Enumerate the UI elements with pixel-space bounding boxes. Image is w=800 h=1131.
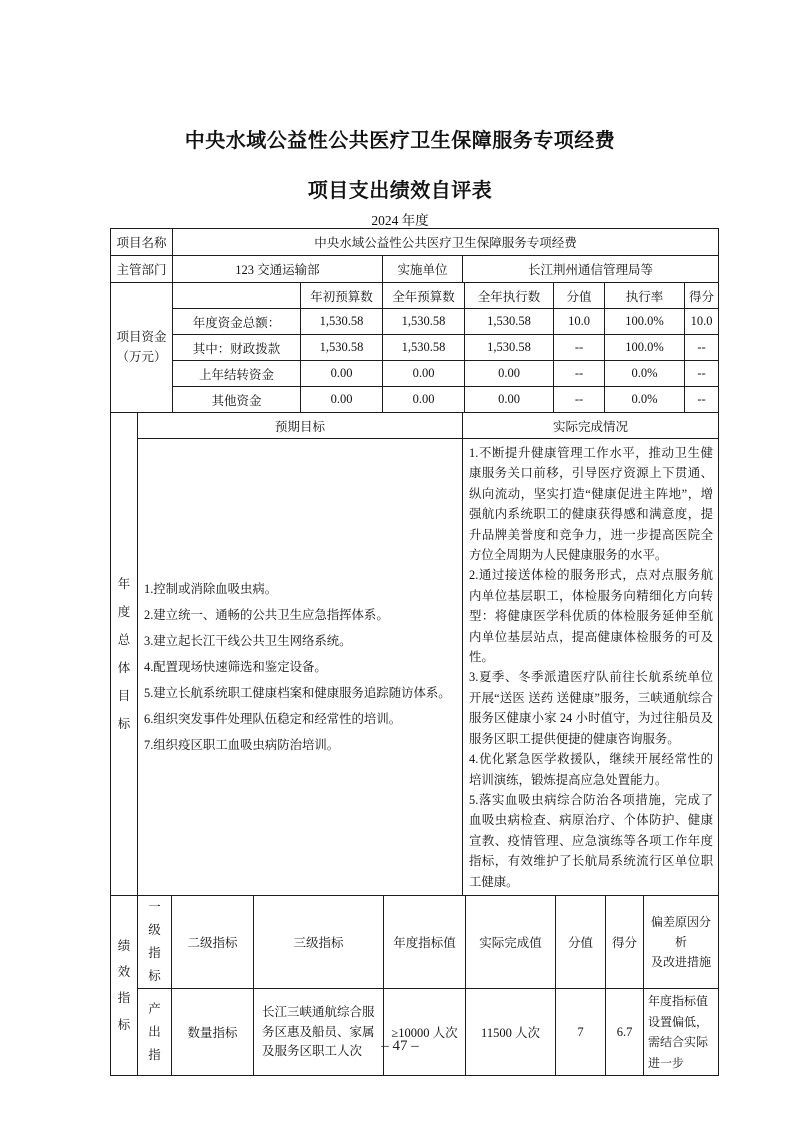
performance-section-label-text: 绩效指标	[117, 938, 131, 1032]
funding-section-label	[111, 283, 173, 413]
goals-body-row	[111, 439, 719, 896]
funding-section-label-line2: （万元）	[116, 349, 167, 364]
document-subtitle: 2024 年度	[371, 213, 429, 228]
funding-cell: 1,530.58	[465, 335, 554, 361]
funding-cell: 100.0%	[605, 309, 685, 335]
funding-row-label: 年度资金总额：	[173, 309, 301, 335]
funding-header-annual-budget: 全年预算数	[383, 283, 465, 309]
performance-header-score-weight: 分值	[556, 895, 606, 989]
funding-cell: 1,530.58	[301, 309, 383, 335]
expected-goal-item: 1.控制或消除血吸虫病。	[144, 581, 278, 596]
expected-goal-item: 2.建立统一、通畅的公共卫生应急指挥体系。	[144, 607, 389, 622]
funding-cell: 0.00	[383, 361, 465, 387]
document-title-line1: 中央水域公益性公共医疗卫生保障服务专项经费	[184, 130, 616, 152]
funding-cell: --	[554, 387, 605, 413]
funding-cell: --	[685, 361, 719, 387]
funding-row-fiscal	[111, 335, 719, 361]
funding-cell: 1,530.58	[383, 309, 465, 335]
performance-header-deviation-line1: 偏差原因分析	[650, 914, 711, 949]
indicator-score-cell: 6.7	[606, 989, 644, 1076]
funding-cell: 0.00	[465, 361, 554, 387]
performance-data-row	[111, 989, 719, 1076]
funding-cell: 10.0	[685, 309, 719, 335]
expected-goal-item: 4.配置现场快速筛选和鉴定设备。	[144, 659, 327, 674]
annual-goals-table	[110, 412, 719, 896]
funding-row-label: 其他资金	[173, 387, 301, 413]
basic-info-table	[110, 228, 719, 283]
performance-header-deviation	[644, 895, 719, 989]
funding-cell: 10.0	[554, 309, 605, 335]
expected-goals-cell	[138, 439, 463, 896]
goals-header-row	[111, 413, 719, 439]
indicator-actual-value-cell: 11500 人次	[466, 989, 556, 1076]
performance-header-score: 得分	[606, 895, 644, 989]
funding-header-score: 得分	[685, 283, 719, 309]
evaluation-table	[110, 228, 718, 1076]
funding-row-other	[111, 387, 719, 413]
actual-result-item: 3.夏季、冬季派遣医疗队前往长航系统单位开展“送医 送药 送健康”服务，三峡通航综合服务区健康小家 24 小时值守，为过往船员及服务区职工提供便捷的健康咨询服务。	[469, 670, 713, 746]
expected-goal-item: 7.组织疫区职工血吸虫病防治培训。	[144, 737, 340, 752]
funding-header-annual-execution: 全年执行数	[465, 283, 554, 309]
funding-row-label: 上年结转资金	[173, 361, 301, 387]
funding-row-label: 其中：财政拨款	[173, 335, 301, 361]
performance-header-level1	[138, 895, 172, 989]
funding-row-label-header	[173, 283, 301, 309]
funding-cell: --	[554, 361, 605, 387]
funding-header-initial-budget: 年初预算数	[301, 283, 383, 309]
indicator-score-weight-cell: 7	[556, 989, 606, 1076]
table-row	[111, 256, 719, 283]
funding-cell: 0.00	[301, 387, 383, 413]
funding-header-row	[111, 283, 719, 309]
performance-header-level1-text: 一级指标	[148, 899, 161, 984]
funding-header-score-weight: 分值	[554, 283, 605, 309]
funding-cell: 0.0%	[605, 387, 685, 413]
performance-header-row	[111, 895, 719, 989]
actual-result-item: 4.优化紧急医学救援队，继续开展经常性的培训演练，锻炼提高应急处置能力。	[469, 752, 713, 787]
funding-section-label-line1: 项目资金	[116, 330, 167, 345]
expected-goals-header: 预期目标	[138, 413, 463, 439]
funding-cell: --	[685, 335, 719, 361]
indicator-level2-cell: 数量指标	[172, 989, 254, 1076]
funding-cell: 1,530.58	[465, 309, 554, 335]
funding-row-total	[111, 309, 719, 335]
performance-header-deviation-line2: 及改进措施	[650, 955, 711, 970]
funding-table	[110, 282, 719, 413]
indicator-level1-text: 产出指	[148, 1001, 161, 1062]
project-name-label: 项目名称	[111, 229, 173, 256]
performance-header-annual-target: 年度指标值	[384, 895, 466, 989]
goals-section-label-text: 年度总体目标	[117, 576, 131, 732]
expected-goal-item: 3.建立起长江干线公共卫生网络系统。	[144, 633, 352, 648]
funding-row-carryover	[111, 361, 719, 387]
performance-header-level3: 三级指标	[254, 895, 384, 989]
actual-result-item: 1.不断提升健康管理工作水平，推动卫生健康服务关口前移，引导医疗资源上下贯通、纵向流动，坚实打造“健康促进主阵地”，增强航内系统职工的健康获得感和满意度，提升品牌美誉度和竞争力，进一步提高医院全方位全周期为人民健康服务的水平。	[469, 446, 713, 563]
indicator-deviation-cell: 年度指标值设置偏低，需结合实际进一步	[644, 989, 719, 1076]
funding-cell: --	[554, 335, 605, 361]
funding-cell: 1,530.58	[383, 335, 465, 361]
funding-header-execution-rate: 执行率	[605, 283, 685, 309]
funding-cell: 0.00	[301, 361, 383, 387]
actual-result-header: 实际完成情况	[463, 413, 719, 439]
actual-result-cell	[463, 439, 719, 896]
funding-cell: 1,530.58	[301, 335, 383, 361]
expected-goal-item: 6.组织突发事件处理队伍稳定和经常性的培训。	[144, 711, 402, 726]
performance-header-actual-value: 实际完成值	[466, 895, 556, 989]
department-value: 123 交通运输部	[173, 256, 383, 283]
page-number: – 47 –	[381, 1038, 419, 1054]
implement-unit-label: 实施单位	[383, 256, 463, 283]
funding-cell: 100.0%	[605, 335, 685, 361]
indicator-level3-cell: 长江三峡通航综合服务区惠及船员、家属及服务区职工人次	[254, 989, 384, 1076]
indicator-annual-target-cell: ≥10000 人次	[384, 989, 466, 1076]
project-name-value: 中央水域公益性公共医疗卫生保障服务专项经费	[173, 229, 719, 256]
goals-section-label	[111, 413, 138, 896]
implement-unit-value: 长江荆州通信管理局等	[463, 256, 719, 283]
actual-result-item: 2.通过接送体检的服务形式，点对点服务航内单位基层职工，体检服务向精细化方向转型：将健康医学科优质的体检服务延伸至航内单位基层站点，提高健康体检服务的可及性。	[469, 568, 713, 665]
actual-result-item: 5.落实血吸虫病综合防治各项措施，完成了血吸虫病检查、病原治疗、个体防护、健康宣教、疫情管理、应急演练等各项工作年度指标，有效维护了长航局系统流行区单位职工健康。	[469, 792, 713, 889]
funding-cell: --	[685, 387, 719, 413]
funding-cell: 0.00	[383, 387, 465, 413]
expected-goal-item: 5.建立长航系统职工健康档案和健康服务追踪随访体系。	[144, 685, 451, 700]
indicator-level1-cell	[138, 989, 172, 1076]
department-label: 主管部门	[111, 256, 173, 283]
funding-cell: 0.00	[465, 387, 554, 413]
document-title-line2: 项目支出绩效自评表	[307, 180, 493, 202]
performance-header-level2: 二级指标	[172, 895, 254, 989]
funding-cell: 0.0%	[605, 361, 685, 387]
table-row	[111, 229, 719, 256]
